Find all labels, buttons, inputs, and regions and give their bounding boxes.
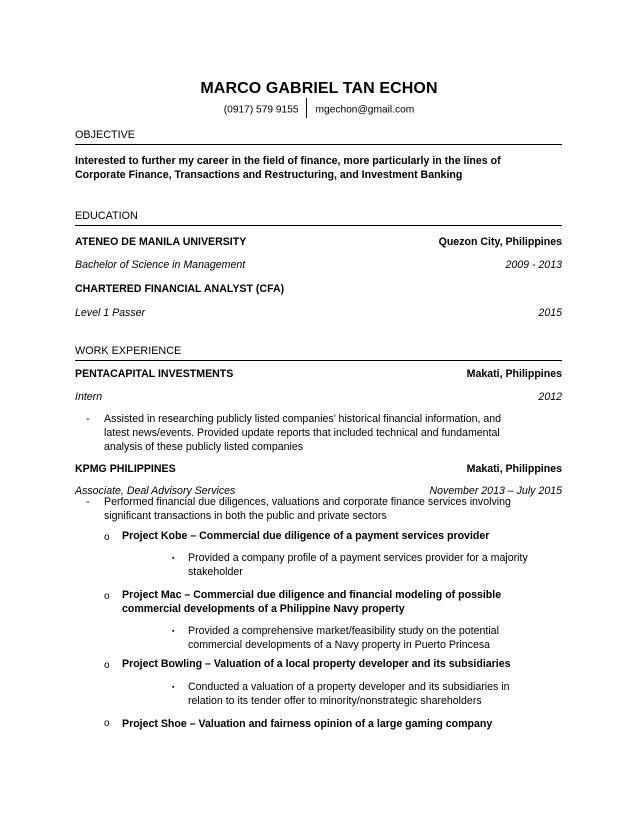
project-bullet-circle: o [104,660,110,671]
job-dates: 2012 [538,391,562,403]
objective-text-line-2: Corporate Finance, Transactions and Restructuring, and Investment Banking [75,169,463,181]
project-title-kobe: Project Kobe – Commercial due diligence of a payment services provider [122,530,490,542]
project-bullet-circle: o [104,532,110,543]
project-title-mac: Project Mac – Commercial due diligence and financial modeling of possible [122,589,502,601]
project-title-shoe: Project Shoe – Valuation and fairness opinion of a large gaming company [122,718,493,730]
project-detail-line: commercial developments of a Navy property in Puerto Princesa [188,639,491,651]
work-entry-pentacapital-role [75,390,562,404]
section-heading-objective: OBJECTIVE [75,128,562,145]
employer-location: Makati, Philippines [466,368,562,380]
institution-location: Quezon City, Philippines [438,236,562,248]
certification-year: 2015 [538,307,562,319]
bullet-dash: - [86,413,90,425]
bullet-text-line: latest news/events. Provided update reports that included technical and fundamental [104,427,500,439]
project-bullet-circle: o [104,591,110,602]
employer-location: Makati, Philippines [466,463,562,475]
candidate-name: MARCO GABRIEL TAN ECHON [200,80,438,97]
project-detail-line: relation to its tender offer to minority/nonstrategic shareholders [188,695,482,707]
contact-divider [306,98,307,118]
contact-line [0,100,638,120]
certification-name: CHARTERED FINANCIAL ANALYST (CFA) [75,283,285,295]
section-heading-work-experience: WORK EXPERIENCE [75,344,562,361]
section-heading-education: EDUCATION [75,209,562,226]
degree: Bachelor of Science in Management [75,259,246,271]
certification-detail [75,306,562,320]
project-detail-line: Conducted a valuation of a property developer and its subsidiaries in [188,681,510,693]
project-bullet-circle: o [104,718,110,729]
project-detail-line: Provided a comprehensive market/feasibility study on the potential [188,625,499,637]
bullet-dash: - [86,496,90,508]
degree-dates: 2009 - 2013 [505,259,562,271]
bullet-text-line: Assisted in researching publicly listed companies’ historical financial information, and [104,413,502,425]
project-title-bowling: Project Bowling – Valuation of a local property developer and its subsidiaries [122,658,511,670]
bullet-text-line: significant transactions in both the public and private sectors [104,510,387,522]
project-detail-line: Provided a company profile of a payment services provider for a majority [188,552,528,564]
bullet-text-line: analysis of these publicly listed companies [104,441,304,453]
job-title: Associate, Deal Advisory Services [75,485,236,497]
work-entry-pentacapital-header [75,367,562,381]
education-entry-ateneo-header [75,235,562,249]
phone-number: (0917) 579 9155 [223,104,299,116]
email-address: mgechon@gmail.com [315,104,415,116]
objective-text-line-1: Interested to further my career in the field of finance, more particularly in the lines of [75,155,501,167]
education-entry-ateneo-detail [75,258,562,272]
bullet-text-line: Performed financial due diligences, valuations and corporate finance services involving [104,496,511,508]
job-title: Intern [75,391,103,403]
detail-bullet-square: ▪ [172,684,175,691]
institution-name: ATENEO DE MANILA UNIVERSITY [75,236,247,248]
certification-level: Level 1 Passer [75,307,146,319]
project-title-mac-cont: commercial developments of a Philippine Navy property [122,603,405,615]
project-detail-line: stakeholder [188,566,243,578]
detail-bullet-square: ▪ [172,628,175,635]
employer-name: PENTACAPITAL INVESTMENTS [75,368,234,380]
job-dates: November 2013 – July 2015 [429,485,562,497]
work-entry-kpmg-header [75,462,562,476]
detail-bullet-square: ▪ [172,555,175,562]
employer-name: KPMG PHILIPPINES [75,463,176,475]
